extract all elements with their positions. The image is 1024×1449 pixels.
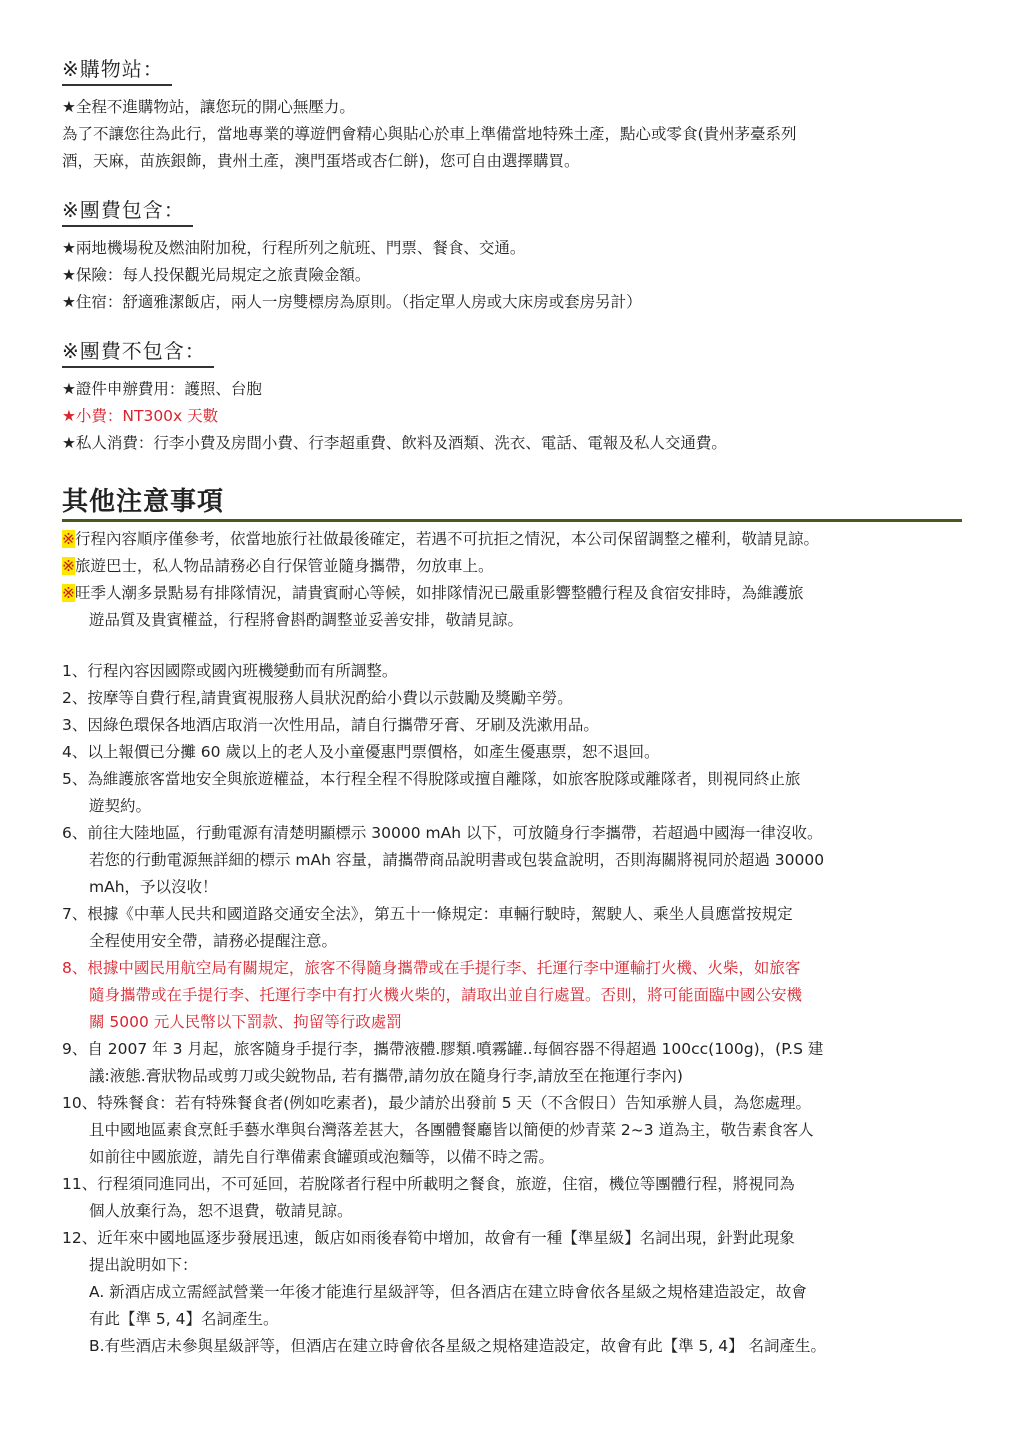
list-item-6-cont-1: 若您的行動電源無詳細的標示 mAh 容量，請攜帶商品說明書或包裝盒說明，否則海關將視同於超過 30000 [89, 851, 825, 869]
excluded-heading: ※團費不包含： [62, 338, 214, 368]
excluded-section [62, 338, 962, 457]
list-item-10-cont-1: 且中國地區素食烹飪手藝水準與台灣落差甚大，各團體餐廳皆以簡便的炒青菜 2~3 道為主，敬告素食客人 [89, 1121, 814, 1139]
note-1-mark: ※ [62, 530, 75, 548]
shopping-line-1: ★全程不進購物站，讓您玩的開心無壓力。 [62, 98, 355, 116]
note-1 [62, 526, 962, 553]
numbered-list [62, 658, 962, 1360]
list-item-6-cont-2: mAh，予以沒收！ [89, 878, 218, 896]
document-page [62, 56, 962, 1360]
list-item-8-cont-2: 關 5000 元人民幣以下罰款、拘留等行政處罰 [89, 1013, 402, 1031]
note-3 [62, 580, 962, 607]
list-item-3: 3、因綠色環保各地酒店取消一次性用品，請自行攜帶牙膏、牙刷及洗漱用品。 [62, 716, 599, 734]
list-item-12-sub-a-cont: 有此【準 5, 4】名詞產生。 [89, 1310, 279, 1328]
list-item-7-cont: 全程使用安全帶，請務必提醒注意。 [89, 932, 338, 950]
shopping-line-3: 酒，天麻，苗族銀飾，貴州土產，澳門蛋塔或杏仁餅)，您可自由選擇購買。 [62, 152, 580, 170]
notes-heading: 其他注意事項 [62, 487, 225, 517]
list-item-11: 11、行程須同進同出，不可延回，若脫隊者行程中所載明之餐食，旅遊，住宿，機位等團體行程，將視同為 [62, 1175, 795, 1193]
list-item-8-cont-1: 隨身攜帶或在手提行李、托運行李中有打火機火柴的，請取出並自行處置。否則，將可能面臨中國公安機 [89, 986, 803, 1004]
list-item-7: 7、根據《中華人民共和國道路交通安全法》，第五十一條規定：車輛行駛時，駕駛人、乘坐人員應當按規定 [62, 905, 793, 923]
note-2-text: 旅遊巴士，私人物品請務必自行保管並隨身攜帶，勿放車上。 [75, 557, 494, 575]
included-line-1: ★兩地機場稅及燃油附加稅，行程所列之航班、門票、餐食、交通。 [62, 239, 526, 257]
shopping-heading: ※購物站： [62, 56, 172, 86]
included-section [62, 197, 962, 316]
list-item-2: 2、按摩等自費行程,請貴賓視服務人員狀況酌給小費以示鼓勵及獎勵辛勞。 [62, 689, 573, 707]
note-2 [62, 553, 962, 580]
note-2-mark: ※ [62, 557, 75, 575]
list-item-11-cont: 個人放棄行為，恕不退費，敬請見諒。 [89, 1202, 353, 1220]
note-1-text: 行程內容順序僅參考，依當地旅行社做最後確定，若遇不可抗拒之情況，本公司保留調整之權利，敬請見諒。 [75, 530, 820, 548]
list-item-8: 8、根據中國民用航空局有關規定，旅客不得隨身攜帶或在手提行李、托運行李中運輸打火機、火柴，如旅客 [62, 959, 801, 977]
list-item-12-cont: 提出說明如下： [89, 1256, 198, 1274]
list-item-4: 4、以上報價已分攤 60 歲以上的老人及小童優惠門票價格，如產生優惠票，恕不退回。 [62, 743, 660, 761]
list-item-1: 1、行程內容因國際或國內班機變動而有所調整。 [62, 662, 398, 680]
list-item-12-sub-a: A. 新酒店成立需經試營業一年後才能進行星級評等，但各酒店在建立時會依各星級之規格建造設定，故會 [89, 1283, 807, 1301]
excluded-line-3: ★私人消費：行李小費及房間小費、行李超重費、飲料及酒類、洗衣、電話、電報及私人交通費。 [62, 434, 727, 452]
included-heading: ※團費包含： [62, 197, 193, 227]
note-3-text-a: 旺季人潮多景點易有排隊情況，請貴賓耐心等候，如排隊情況已嚴重影響整體行程及食宿安排時，為維護旅 [75, 584, 804, 602]
list-item-12: 12、近年來中國地區逐步發展迅速，飯店如雨後春筍中增加，故會有一種【準星級】名詞出現，針對此現象 [62, 1229, 795, 1247]
included-line-3: ★住宿：舒適雅潔飯店，兩人一房雙標房為原則。（指定單人房或大床房或套房另計） [62, 293, 642, 311]
included-line-2: ★保險：每人投保觀光局規定之旅責險金額。 [62, 266, 371, 284]
list-item-9-cont: 議:液態.膏狀物品或剪刀或尖銳物品, 若有攜帶,請勿放在隨身行李,請放至在拖運行李內) [89, 1067, 683, 1085]
list-item-9: 9、自 2007 年 3 月起，旅客隨身手提行李，攜帶液體.膠類.噴霧罐..每個容器不得超過 100cc(100g)，(P.S 建 [62, 1040, 824, 1058]
shopping-section [62, 56, 962, 175]
list-item-10: 10、特殊餐食：若有特殊餐食者(例如吃素者)，最少請於出發前 5 天（不含假日）告知承辦人員，為您處理。 [62, 1094, 812, 1112]
excluded-line-2: ★小費：NT300x 天數 [62, 407, 219, 425]
shopping-line-2: 為了不讓您往為此行，當地專業的導遊們會精心與貼心於車上準備當地特殊土產，點心或零食(貴州茅臺系列 [62, 125, 797, 143]
excluded-line-1: ★證件申辦費用：護照、台胞 [62, 380, 262, 398]
note-3-cont: 遊品質及貴賓權益，行程將會斟酌調整並妥善安排，敬請見諒。 [89, 611, 524, 629]
list-item-5-cont: 遊契約。 [89, 797, 152, 815]
list-item-5: 5、為維護旅客當地安全與旅遊權益，本行程全程不得脫隊或擅自離隊，如旅客脫隊或離隊者，則視同終止旅 [62, 770, 801, 788]
notes-rule [62, 519, 962, 522]
list-item-10-cont-2: 如前往中國旅遊，請先自行準備素食罐頭或泡麵等，以備不時之需。 [89, 1148, 555, 1166]
list-item-6: 6、前往大陸地區，行動電源有清楚明顯標示 30000 mAh 以下，可放隨身行李攜帶，若超過中國海一律沒收。 [62, 824, 823, 842]
notes-section [62, 485, 962, 634]
note-3-mark: ※ [62, 584, 75, 602]
list-item-12-sub-b: B.有些酒店未參與星級評等，但酒店在建立時會依各星級之規格建造設定，故會有此【準 5, 4】 名詞產生。 [89, 1337, 826, 1355]
